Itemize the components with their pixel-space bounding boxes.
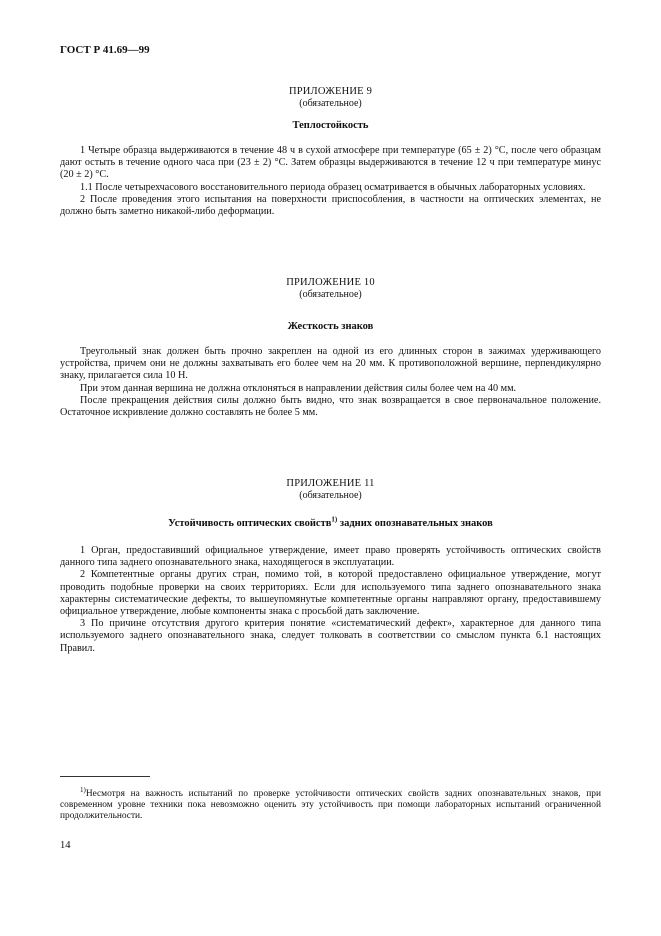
- appendix-9-note: (обязательное): [299, 98, 362, 110]
- footnote-reference: 1): [331, 515, 338, 524]
- appendix-10-paragraph-2: При этом данная вершина не должна отклоняться в направлении действия силы более чем на 40 мм.: [80, 382, 517, 394]
- appendix-11-heading-text: Устойчивость оптических свойств: [168, 518, 332, 529]
- footnote-divider: [60, 776, 150, 777]
- document-code: ГОСТ Р 41.69—99: [60, 44, 150, 56]
- appendix-9-paragraph-3: 2 После проведения этого испытания на поверхности приспособления, в частности на оптических элементах, не должно быть заметно никакой-либо деформации.: [60, 193, 601, 218]
- appendix-11-title: ПРИЛОЖЕНИЕ 11: [286, 478, 375, 489]
- footnote-text: Несмотря на важность испытаний по проверке устойчивости оптических свойств задних опознавательных знаков, при современном уровне техники пока невозможно оценить эту устойчивость при помощи лабораторных испытаний ограниченной продолжительности.: [60, 789, 601, 822]
- appendix-9-header: [60, 86, 601, 110]
- appendix-11-heading: [60, 515, 601, 530]
- appendix-11-paragraph-1: 1 Орган, предоставивший официальное утверждение, имеет право проверять устойчивость оптических свойств данного типа заднего опознавательного знака, находящегося в эксплуатации.: [60, 545, 601, 569]
- footnote: [60, 785, 601, 823]
- appendix-9-title: ПРИЛОЖЕНИЕ 9: [288, 86, 373, 97]
- appendix-10-heading: Жесткость знаков: [287, 321, 374, 332]
- appendix-10-paragraph-3: После прекращения действия силы должно быть видно, что знак возвращается в свое первоначальное положение. Остаточное искривление должно составлять не более 5 мм.: [60, 394, 601, 419]
- appendix-11-heading-text-end: задних опознавательных знаков: [337, 518, 493, 529]
- page-number: 14: [60, 840, 71, 851]
- appendix-10-title: ПРИЛОЖЕНИЕ 10: [286, 277, 375, 288]
- appendix-11-paragraph-3: 3 По причине отсутствия другого критерия понятие «систематический дефект», характерное для данного типа используемого заднего опознавательного знака, следует толковать в соответствии со смыслом пункта 6.1 настоящих Правил.: [60, 618, 601, 654]
- appendix-11-body: [60, 545, 601, 655]
- appendix-10-body: [60, 346, 601, 419]
- appendix-9-body: [60, 145, 601, 218]
- appendix-11-paragraph-2: 2 Компетентные органы других стран, помимо той, в которой предоставлено официальное утверждение, могут проводить подобные проверки на своих территориях. Если для используемого типа заднего опознавательного знака характерны систематические дефекты, то вышеупомянутые компетентные органы направляют органу, предоставившему официальное утверждение, любые компоненты знака с просьбой дать заключение.: [60, 569, 601, 618]
- appendix-11-note: (обязательное): [299, 490, 362, 502]
- appendix-9-paragraph-1: 1 Четыре образца выдерживаются в течение 48 ч в сухой атмосфере при температуре (65 ± 2) °С, после чего образцам дают остыть в течение одного часа при (23 ± 2) °С. Затем образцы выдерживаются в течение 12 ч при температуре минус (20 ± 2) °С.: [60, 145, 601, 181]
- footnote-mark: 1): [80, 785, 86, 794]
- appendix-11-header: [60, 478, 601, 502]
- appendix-10-note: (обязательное): [299, 289, 362, 301]
- appendix-10-header: [60, 277, 601, 301]
- appendix-9-heading: Теплостойкость: [292, 120, 369, 131]
- appendix-9-paragraph-2: 1.1 После четырехчасового восстановительного периода образец осматривается в обычных лабораторных условиях.: [80, 181, 586, 193]
- appendix-10-paragraph-1: Треугольный знак должен быть прочно закреплен на одной из его длинных сторон в зажимах удерживающего устройства, причем они не должны захватывать его более чем на 20 мм. К противоположной вершине, перпендикулярно знаку, прилагается сила 10 Н.: [60, 346, 601, 382]
